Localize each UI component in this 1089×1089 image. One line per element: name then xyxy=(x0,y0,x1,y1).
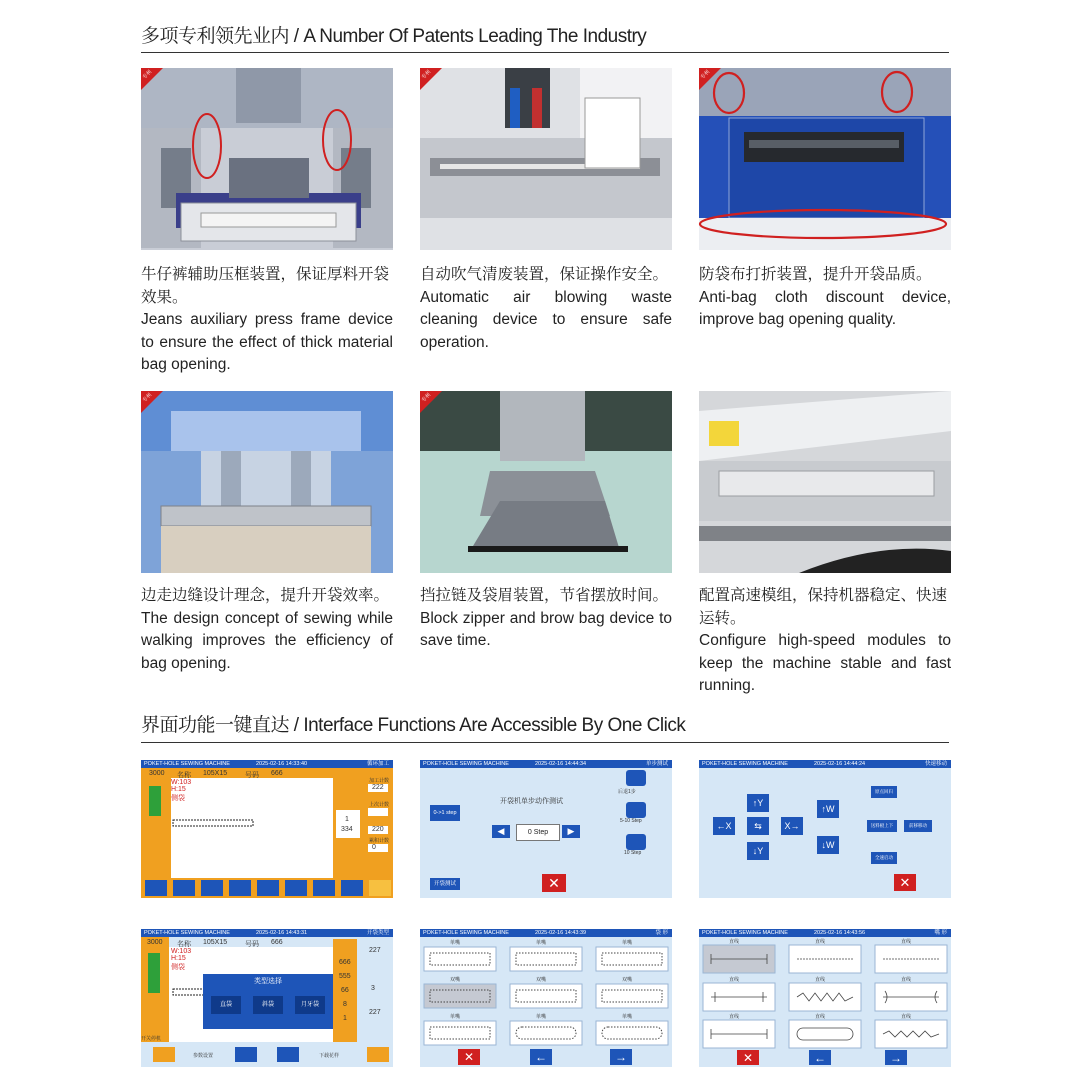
step-back-icon[interactable]: ◀ xyxy=(492,825,510,838)
arrow-left-icon[interactable]: ← xyxy=(535,1050,547,1064)
x-left-icon[interactable]: ← X xyxy=(713,817,735,835)
x-right-icon[interactable]: X → xyxy=(781,817,803,835)
screen-header: POKET-HOLE SEWING MACHINE 2025-02-16 14:44:34 单步测试 xyxy=(420,760,672,768)
feature-cn: 边走边缝设计理念，提升开袋效率。 xyxy=(141,587,390,604)
photo-press-frame xyxy=(141,68,393,250)
feature-caption-6 xyxy=(699,585,951,694)
feature-caption-1 xyxy=(141,264,393,377)
feature-en: The design concept of sewing while walking improves the efficiency of bag opening. xyxy=(141,609,393,672)
type-dialog-title: 类型选择 xyxy=(254,978,282,985)
close-icon[interactable]: ✕ xyxy=(463,1050,475,1064)
step-next-icon[interactable]: ▶ xyxy=(562,825,580,838)
type-option-straight[interactable]: 直袋 xyxy=(211,996,241,1014)
photo-air-blowing xyxy=(420,68,672,250)
type-dialog xyxy=(203,974,333,1029)
photo-high-speed-module xyxy=(699,391,951,573)
feature-cn: 挡拉链及袋眉装置，节省摆放时间。 xyxy=(420,587,669,604)
feature-en: Jeans auxiliary press frame device to ensure the effect of thick material bag opening. xyxy=(141,311,393,373)
function-button[interactable] xyxy=(626,834,646,850)
feature-caption-5 xyxy=(420,585,672,653)
feature-caption-3 xyxy=(699,264,951,332)
screen-header: POKET-HOLE SEWING MACHINE 2025-02-16 14:33:40 循环加工 xyxy=(141,760,393,768)
interface-section-title: 界面功能一键直达 / Interface Functions Are Accessible By One Click xyxy=(141,715,686,736)
screen-main-processing: POKET-HOLE SEWING MACHINE 2025-02-16 14:33:40 循环加工 3000 名称 105X15 号码 666 W:103 H:15 侧袋 加工计数 222 1 334 上次计数 220 累积计数 0 xyxy=(141,760,393,898)
feature-en: Block zipper and brow bag device to save time. xyxy=(420,609,672,649)
type-option-slant[interactable]: 斜袋 xyxy=(253,996,283,1014)
feature-en: Automatic air blowing waste cleaning device to ensure safe operation. xyxy=(420,288,672,351)
feature-cn: 防袋布打折装置，提升开袋品质。 xyxy=(699,266,932,283)
close-icon[interactable]: ✕ xyxy=(894,874,916,891)
patent-badge: 专利 xyxy=(699,69,712,81)
feature-en: Configure high-speed modules to keep the machine stable and fast running. xyxy=(699,632,951,694)
origin-return-button[interactable]: 原点回归 xyxy=(871,786,897,798)
patent-badge: 专利 xyxy=(141,392,154,404)
section-divider xyxy=(141,52,949,53)
close-icon[interactable]: ✕ xyxy=(542,874,566,892)
screen-type-select: POKET-HOLE SEWING MACHINE 2025-02-16 14:43:31 开袋类型 3000 名称 105X15 号码 666 W:103 H:15 侧袋 类型选择 直袋 斜袋 月牙袋 666 555 66 8 1 227 3 227 开关停机 参数设置 下载花样 xyxy=(141,929,393,1067)
feature-en: Anti-bag cloth discount device, improve bag opening quality. xyxy=(699,288,951,328)
arrow-right-icon[interactable]: → xyxy=(890,1050,902,1065)
screen-fast-move xyxy=(699,760,951,898)
patent-badge: 专利 xyxy=(141,69,154,81)
feed-plate-button[interactable]: 送料板上下 xyxy=(867,820,897,832)
screen-header: POKET-HOLE SEWING MACHINE 2025-02-16 14:43:56 嘴 形 xyxy=(699,929,951,937)
w-down-icon[interactable]: ↓ W xyxy=(817,836,839,854)
section-divider xyxy=(141,742,949,743)
screen-bag-shape: POKET-HOLE SEWING MACHINE 2025-02-16 14:43:39 袋 形 单嘴 单嘴 单嘴 双嘴 双嘴 双嘴 单嘴 单嘴 单嘴 ✕ ← → xyxy=(420,929,672,1067)
function-button[interactable] xyxy=(626,770,646,786)
patent-badge: 专利 xyxy=(420,392,433,404)
function-button[interactable] xyxy=(626,802,646,818)
center-icon[interactable]: ⇆ xyxy=(747,817,769,835)
screen-header: POKET-HOLE SEWING MACHINE 2025-02-16 14:43:31 开袋类型 xyxy=(141,929,393,937)
y-down-icon[interactable]: ↓ Y xyxy=(747,842,769,860)
feature-caption-4 xyxy=(141,585,393,675)
step-forward-button[interactable]: 0->1 step xyxy=(430,805,460,821)
close-icon[interactable]: ✕ xyxy=(742,1050,754,1065)
feature-caption-2 xyxy=(420,264,672,354)
step-value-field: 0 Step xyxy=(516,824,560,841)
move-forward-button[interactable]: 前移移动 xyxy=(904,820,932,832)
feature-cn: 配置高速模组，保持机器稳定、快速运转。 xyxy=(699,587,948,627)
photo-sew-walking xyxy=(141,391,393,573)
photo-anti-fold xyxy=(699,68,951,250)
feature-cn: 自动吹气清废装置，保证操作安全。 xyxy=(420,266,669,283)
screen-header: POKET-HOLE SEWING MACHINE 2025-02-16 14:43:39 袋 形 xyxy=(420,929,672,937)
w-up-icon[interactable]: ↑ W xyxy=(817,800,839,818)
y-up-icon[interactable]: ↑ Y xyxy=(747,794,769,812)
arrow-left-icon[interactable]: ← xyxy=(814,1050,826,1065)
screen-mouth-shape: POKET-HOLE SEWING MACHINE 2025-02-16 14:43:56 嘴 形 直线 直线 直线 直线 直线 直线 直线 直线 直线 ✕ ← → xyxy=(699,929,951,1067)
arrow-right-icon[interactable]: → xyxy=(615,1050,627,1064)
step-test-title: 开袋机单步动作测试 xyxy=(500,798,563,805)
patents-section-title: 多项专利领先业内 / A Number Of Patents Leading The Industry xyxy=(141,26,647,47)
bag-test-button[interactable]: 开袋测试 xyxy=(430,878,460,890)
photo-zipper-block xyxy=(420,391,672,573)
screen-header: POKET-HOLE SEWING MACHINE 2025-02-16 14:44:24 快速移动 xyxy=(699,760,951,768)
full-speed-button[interactable]: 全速启动 xyxy=(871,852,897,864)
screen-step-test: POKET-HOLE SEWING MACHINE 2025-02-16 14:44:34 单步测试 开袋机单步动作测试 0->1 step ◀ 0 Step ▶ 后退1步 5-10 Step 10 Step 开袋测试 ✕ xyxy=(420,760,672,898)
patent-badge: 专利 xyxy=(420,69,433,81)
feature-cn: 牛仔裤辅助压框装置，保证厚料开袋效果。 xyxy=(141,266,390,306)
type-option-crescent[interactable]: 月牙袋 xyxy=(295,996,325,1014)
